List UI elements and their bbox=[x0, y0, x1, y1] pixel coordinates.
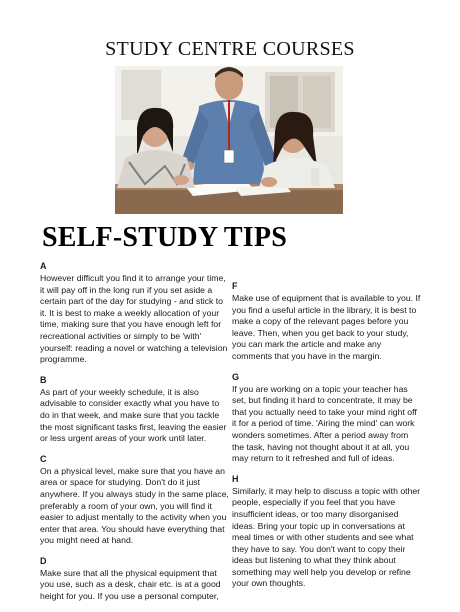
left-column bbox=[40, 261, 230, 612]
tip-c bbox=[40, 454, 230, 547]
tip-f bbox=[232, 281, 422, 363]
tip-letter: D bbox=[40, 555, 47, 566]
tip-letter: A bbox=[40, 261, 47, 271]
tip-letter: B bbox=[40, 374, 47, 385]
tip-text: Make sure that all the physical equipment that you use, such as a desk, chair etc. is at a good height for you. If you use a personal computer, bbox=[40, 567, 221, 602]
section-heading: SELF-STUDY TIPS bbox=[42, 222, 287, 253]
tip-letter: C bbox=[40, 453, 47, 464]
tip-letter: H bbox=[232, 473, 239, 484]
tip-text: As part of your weekly schedule, it is also advisable to consider exactly what you have to do in that week, and make sure that you tackle the most significant tasks first, leaving the easier or less urgent areas of your work until later. bbox=[40, 386, 227, 444]
tip-letter: F bbox=[232, 281, 238, 291]
tip-text: If you are working on a topic your teacher has set, but finding it hard to concentrate, it may be that you actually need to take your mind right off it for a period of time. 'Airing the mind' can work wonders sometimes. After a period away from the task, having not thought about it at all, you may return to it refreshed and full of ideas. bbox=[232, 383, 417, 464]
right-column bbox=[232, 281, 422, 599]
page-title: STUDY CENTRE COURSES bbox=[105, 38, 355, 60]
tip-text: Make use of equipment that is available to you. If you find a useful article in the library, it is best to make a copy of the relevant pages before you leave. Then, when you get back to your study, you can mark the article and make any comments that you have in the margin. bbox=[232, 293, 421, 361]
tip-letter: G bbox=[232, 371, 240, 382]
tip-text: However difficult you find it to arrange your time, it will pay off in the long run if you set aside a certain part of the day for studying - and stick to it. It is best to make a weekly allocation of your time, making sure that you have enough left for recreational activities or simply to be 'with' yourself: reading a novel or watching a television programme. bbox=[40, 273, 228, 365]
tip-d bbox=[40, 556, 230, 603]
tip-g bbox=[232, 372, 422, 465]
tip-text: Similarly, it may help to discuss a topic with other people, especially if you feel that you have insufficient ideas, or too many disorganised ideas. Bring your topic up in conversations at meal times or with other students and see what they have to say. You don't want to copy their ideas but listening to what they think about something may well help you develop or refine your own thoughts. bbox=[232, 485, 421, 589]
classroom-photo bbox=[115, 66, 343, 214]
tip-a bbox=[40, 261, 230, 366]
tip-text: On a physical level, make sure that you have an area or space for studying. Don't do it just anywhere. If you always study in the same place, preferably a room of your own, you will find it easier to adjust mentally to the activity when you enter that area. You should have everything that you might need at hand. bbox=[40, 465, 229, 546]
tip-h bbox=[232, 474, 422, 590]
tip-b bbox=[40, 375, 230, 445]
